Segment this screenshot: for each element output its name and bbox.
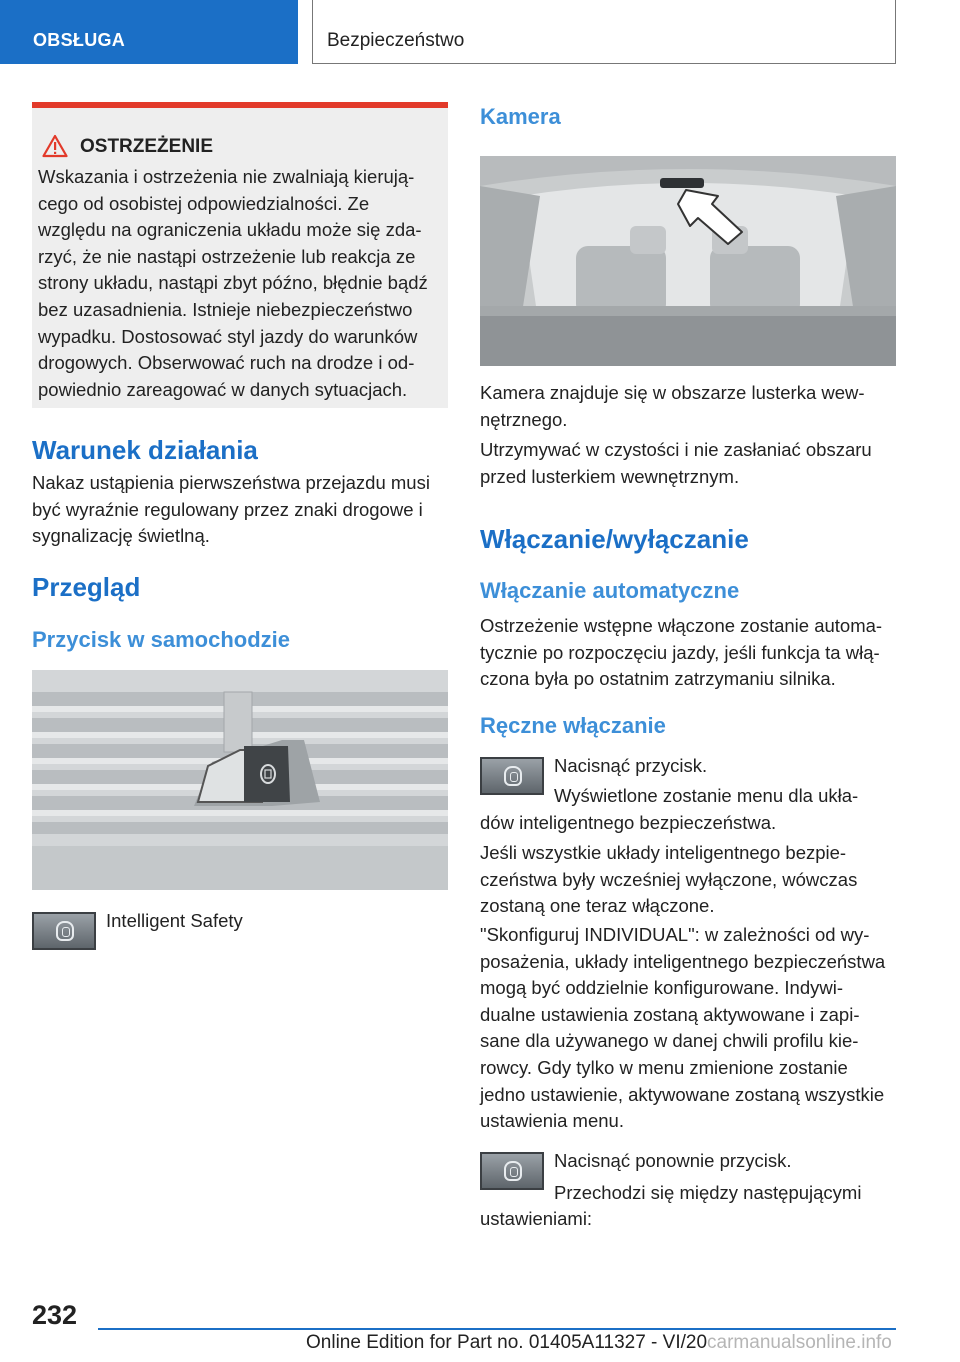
warning-box <box>32 102 448 408</box>
button-heading: Przycisk w samochodzie <box>32 627 290 652</box>
switch-text-line1: Przechodzi się między następującymi <box>554 1182 862 1203</box>
page-number: 232 <box>32 1300 78 1330</box>
intelligent-safety-button-icon <box>32 912 96 950</box>
camera-clean-text: Utrzymywać w czystości i nie zasłaniać obszaru przed lusterkiem wewnętrznym. <box>480 439 872 487</box>
press-again-text: Nacisnąć ponownie przycisk. <box>554 1150 792 1171</box>
overview-heading: Przegląd <box>32 572 141 602</box>
section-title: OBSŁUGA <box>33 30 126 50</box>
condition-text: Nakaz ustąpienia pierwszeństwa przejazdu musi być wyraźnie regulowany przez znaki drogowe i sygnalizację świetlną. <box>32 472 430 547</box>
chapter-header <box>312 0 896 64</box>
button-caption: Intelligent Safety <box>106 910 243 931</box>
auto-text: Ostrzeżenie wstępne włączone zostanie automa- tycznie po rozpoczęciu jazdy, jeśli funkcja ta włą- czona była po ostatnim zatrzymaniu silnika. <box>480 615 883 690</box>
menu-text-line2: dów inteligentnego bezpieczeństwa. <box>480 812 777 833</box>
section-tab <box>0 0 298 64</box>
individual-config-text: "Skonfiguruj INDIVIDUAL": w zależności od wy- posażenia, układy inteligentnego bezpieczeństwa mogą być oddzielnie konfigurowane. Indywi- dualne ustawienia zostaną aktywowane i zapi- sane dla używanego w danej chwili profilu kie- rowcy. Gdy tylko w menu zmienione zostanie jedno ustawienie, aktywowane zostaną wszystkie ustawienia menu. <box>480 924 886 1132</box>
warning-triangle-icon <box>42 134 68 158</box>
intelligent-safety-button-icon <box>480 757 544 795</box>
intelligent-safety-button-icon <box>480 1152 544 1190</box>
onoff-heading: Włączanie/wyłączanie <box>480 524 749 554</box>
edition-text: Online Edition for Part no. 01405A11327 - VI/20 <box>306 1332 708 1353</box>
systems-off-text: Jeśli wszystkie układy inteligentnego bezpie- czeństwa były wcześniej wyłączone, wówczas zostaną one teraz włączone. <box>480 842 858 917</box>
menu-text-line1: Wyświetlone zostanie menu dla ukła- <box>554 785 859 806</box>
warning-title: OSTRZEŻENIE <box>80 136 214 157</box>
footer-edition <box>306 1332 892 1354</box>
warning-text: Wskazania i ostrzeżenia nie zwalniają kierują- cego od osobistej odpowiedzialności. Ze względu na ograniczenia układu może się zda- rzyć, że nie nastąpi ostrzeżenie lub reakcja ze strony układu, nastąpi zbyt późno, błędnie bądź bez uzasadnienia. Istnieje niebezpieczeństwo wypadku. Dostosować styl jazdy do warunków drogowych. Obserwować ruch na drodze i od- powiednio zareagować w danych sytuacjach. <box>38 166 428 400</box>
auto-heading: Włączanie automatyczne <box>480 578 740 603</box>
camera-interior-photo <box>480 156 896 366</box>
camera-heading: Kamera <box>480 104 561 129</box>
grille-button-photo <box>32 670 448 890</box>
footer-divider <box>98 1328 896 1330</box>
condition-heading: Warunek działania <box>32 435 258 465</box>
watermark-text: carmanualsonline.info <box>707 1332 892 1353</box>
switch-text-line2: ustawieniami: <box>480 1208 593 1229</box>
press-button-text: Nacisnąć przycisk. <box>554 755 708 776</box>
manual-heading: Ręczne włączanie <box>480 713 666 738</box>
camera-location-text: Kamera znajduje się w obszarze lusterka wew- nętrznego. <box>480 382 865 430</box>
chapter-title: Bezpieczeństwo <box>327 30 465 51</box>
